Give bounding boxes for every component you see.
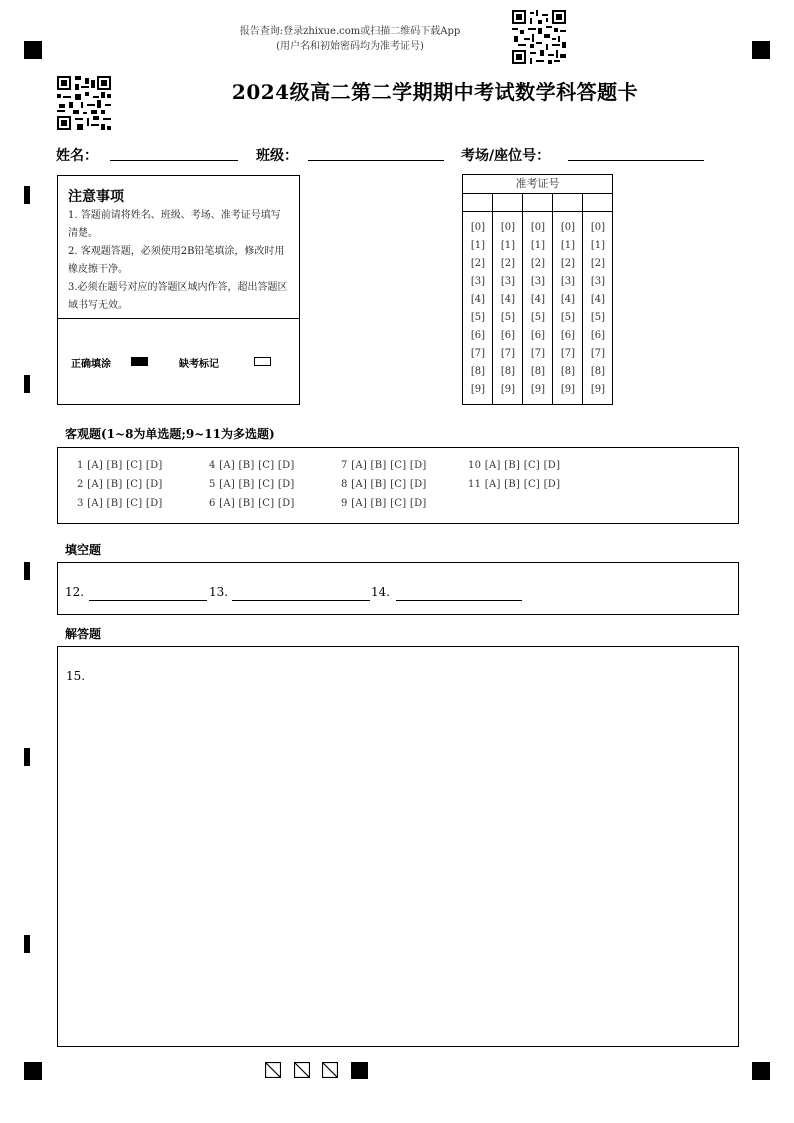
admission-digit-bubble[interactable]: [7] — [590, 348, 606, 359]
answer-section-label: 解答题 — [65, 627, 102, 641]
admission-digit-bubble[interactable]: [5] — [470, 312, 486, 323]
timing-mark — [24, 562, 30, 580]
admission-digit-bubble[interactable]: [6] — [470, 330, 486, 341]
objective-section-label: 客观题(1~8为单选题;9~11为多选题) — [65, 427, 275, 441]
crossed-box-icon — [322, 1062, 338, 1078]
admission-digit-bubble[interactable]: [9] — [500, 384, 516, 395]
admission-digit-bubble[interactable]: [7] — [470, 348, 486, 359]
class-field[interactable] — [308, 160, 444, 161]
fill-blank-section-label: 填空题 — [65, 543, 102, 557]
admission-digit-column — [493, 219, 523, 399]
grid-divider — [552, 193, 553, 211]
objective-box — [57, 447, 739, 524]
admission-digit-bubble[interactable]: [7] — [560, 348, 576, 359]
report-query-line2: (用户名和初始密码均为准考证号) — [276, 41, 424, 52]
notice-title: 注意事项 — [68, 189, 124, 205]
admission-digit-bubble[interactable]: [2] — [500, 258, 516, 269]
admission-digit-bubble[interactable]: [0] — [530, 222, 546, 233]
legend-filled-bubble — [131, 357, 148, 366]
filled-box-icon — [351, 1062, 368, 1079]
admission-digit-bubble[interactable]: [6] — [590, 330, 606, 341]
admission-digit-bubble[interactable]: [8] — [470, 366, 486, 377]
admission-digit-bubble[interactable]: [0] — [470, 222, 486, 233]
admission-digit-bubble[interactable]: [9] — [470, 384, 486, 395]
fill-blank-answer-line[interactable] — [232, 600, 370, 601]
question-bubbles[interactable]: 7 [A] [B] [C] [D] — [341, 460, 427, 471]
fill-blank-box — [57, 562, 739, 615]
notice-box — [57, 175, 300, 405]
alignment-mark-top-left — [24, 41, 42, 59]
admission-digit-bubble[interactable]: [6] — [530, 330, 546, 341]
question-bubbles[interactable]: 2 [A] [B] [C] [D] — [77, 479, 163, 490]
admission-digit-bubble[interactable]: [0] — [500, 222, 516, 233]
admission-digit-bubble[interactable]: [3] — [500, 276, 516, 287]
admission-digit-bubble[interactable]: [5] — [530, 312, 546, 323]
notice-item: 1. 答题前请将姓名、班级、考场、准考证号填写清楚。 — [68, 210, 281, 239]
admission-digit-bubble[interactable]: [6] — [500, 330, 516, 341]
admission-number-title: 准考证号 — [463, 175, 612, 194]
grid-divider — [522, 193, 523, 211]
admission-digit-bubble[interactable]: [8] — [590, 366, 606, 377]
timing-mark — [24, 375, 30, 393]
admission-digit-bubble[interactable]: [2] — [560, 258, 576, 269]
notice-divider — [58, 318, 299, 319]
admission-digit-bubble[interactable]: [0] — [590, 222, 606, 233]
admission-digit-column — [463, 219, 493, 399]
question-bubbles[interactable]: 10 [A] [B] [C] [D] — [468, 460, 561, 471]
admission-digit-bubble[interactable]: [4] — [470, 294, 486, 305]
fill-blank-number: 13. — [209, 585, 229, 599]
admission-digit-bubble[interactable]: [5] — [500, 312, 516, 323]
alignment-mark-bottom-left — [24, 1062, 42, 1080]
name-field[interactable] — [110, 160, 238, 161]
admission-digit-column — [553, 219, 583, 399]
admission-number-grid — [462, 174, 613, 405]
admission-digit-bubble[interactable]: [1] — [560, 240, 576, 251]
admission-digit-bubble[interactable]: [1] — [500, 240, 516, 251]
fill-blank-number: 14. — [371, 585, 391, 599]
admission-number-input-row[interactable] — [463, 193, 612, 212]
question-bubbles[interactable]: 3 [A] [B] [C] [D] — [77, 498, 163, 509]
question-bubbles[interactable]: 4 [A] [B] [C] [D] — [209, 460, 295, 471]
question-bubbles[interactable]: 5 [A] [B] [C] [D] — [209, 479, 295, 490]
admission-digit-bubble[interactable]: [3] — [530, 276, 546, 287]
admission-digit-bubble[interactable]: [4] — [560, 294, 576, 305]
admission-digit-bubble[interactable]: [8] — [500, 366, 516, 377]
admission-digit-bubble[interactable]: [8] — [530, 366, 546, 377]
admission-digit-bubble[interactable]: [1] — [590, 240, 606, 251]
admission-digit-bubble[interactable]: [1] — [470, 240, 486, 251]
qr-code-icon — [512, 10, 566, 64]
admission-digit-bubble[interactable]: [3] — [560, 276, 576, 287]
admission-digit-column — [583, 219, 613, 399]
admission-digit-bubble[interactable]: [8] — [560, 366, 576, 377]
qr-code-icon — [57, 76, 111, 130]
timing-mark — [24, 748, 30, 766]
admission-digit-bubble[interactable]: [5] — [560, 312, 576, 323]
seat-field[interactable] — [568, 160, 704, 161]
report-query-note — [200, 24, 500, 54]
name-label: 姓名： — [56, 148, 98, 164]
question-bubbles[interactable]: 6 [A] [B] [C] [D] — [209, 498, 295, 509]
notice-item: 2. 客观题答题，必须使用2B铅笔填涂，修改时用橡皮擦干净。 — [68, 246, 285, 275]
admission-digit-bubble[interactable]: [9] — [560, 384, 576, 395]
admission-digit-bubble[interactable]: [7] — [500, 348, 516, 359]
notice-item: 3.必须在题号对应的答题区域内作答，超出答题区域书写无效。 — [68, 282, 288, 311]
fill-blank-number: 12. — [65, 585, 85, 599]
question-bubbles[interactable]: 11 [A] [B] [C] [D] — [468, 479, 561, 490]
grid-divider — [582, 193, 583, 211]
admission-digit-bubble[interactable]: [4] — [500, 294, 516, 305]
fill-blank-answer-line[interactable] — [89, 600, 207, 601]
alignment-mark-top-right — [752, 41, 770, 59]
grid-divider — [492, 193, 493, 211]
crossed-box-icon — [265, 1062, 281, 1078]
page-title: 2024级高二第二学期期中考试数学科答题卡 — [231, 80, 639, 104]
timing-mark — [24, 186, 30, 204]
admission-digit-bubble[interactable]: [5] — [590, 312, 606, 323]
alignment-mark-bottom-right — [752, 1062, 770, 1080]
question-bubbles[interactable]: 9 [A] [B] [C] [D] — [341, 498, 427, 509]
admission-digit-bubble[interactable]: [2] — [590, 258, 606, 269]
timing-mark — [24, 935, 30, 953]
admission-digit-bubble[interactable]: [2] — [530, 258, 546, 269]
admission-digit-bubble[interactable]: [2] — [470, 258, 486, 269]
crossed-box-icon — [294, 1062, 310, 1078]
admission-digit-bubble[interactable]: [4] — [590, 294, 606, 305]
report-query-line1: 报告查询:登录zhixue.com或扫描二维码下载App — [239, 26, 461, 37]
admission-digit-bubble[interactable]: [9] — [590, 384, 606, 395]
admission-digit-bubble[interactable]: [7] — [530, 348, 546, 359]
admission-digit-bubble[interactable]: [1] — [530, 240, 546, 251]
seat-label: 考场/座位号： — [461, 148, 551, 164]
admission-digit-bubble[interactable]: [6] — [560, 330, 576, 341]
absent-mark-box[interactable] — [254, 357, 271, 366]
class-label: 班级： — [256, 148, 298, 164]
answer-area-box[interactable] — [57, 646, 739, 1047]
question-bubbles[interactable]: 8 [A] [B] [C] [D] — [341, 479, 427, 490]
admission-digit-bubble[interactable]: [3] — [590, 276, 606, 287]
fill-blank-answer-line[interactable] — [396, 600, 522, 601]
legend-absent-label: 缺考标记 — [179, 359, 219, 370]
admission-digit-bubble[interactable]: [3] — [470, 276, 486, 287]
legend-correct-label: 正确填涂 — [71, 359, 111, 370]
question-bubbles[interactable]: 1 [A] [B] [C] [D] — [77, 460, 163, 471]
admission-digit-bubble[interactable]: [0] — [560, 222, 576, 233]
admission-digit-column — [523, 219, 553, 399]
question-number: 15. — [66, 669, 86, 683]
admission-digit-bubble[interactable]: [9] — [530, 384, 546, 395]
notice-list — [68, 207, 290, 315]
admission-digit-bubble[interactable]: [4] — [530, 294, 546, 305]
